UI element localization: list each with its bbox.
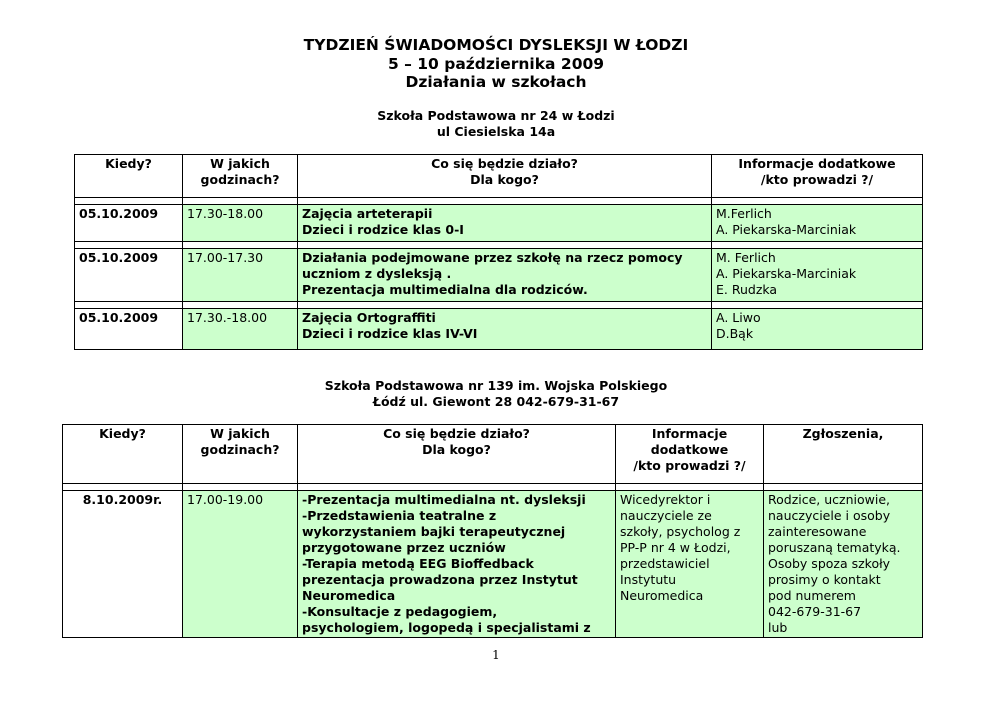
title-line-1: TYDZIEŃ ŚWIADOMOŚCI DYSLEKSJI W ŁODZI xyxy=(303,36,689,54)
school1-header-row xyxy=(75,155,923,198)
school2-table xyxy=(62,424,923,638)
activity-cell: -Prezentacja multimedialna nt. dysleksji -Przedstawienia teatralne z wykorzystaniem bajki terapeutycznej przygotowane przez uczniów -Terapia metodą EEG Bioffedback prezentacja prowadzona przez Instytut Neuromedica -Konsultacje z pedagogiem, psychologiem, logopedą i specjalistami z xyxy=(298,491,616,638)
activity-cell: Zajęcia arteterapii Dzieci i rodzice klas 0-I xyxy=(298,205,712,242)
activity-cell: Zajęcia Ortograffiti Dzieci i rodzice klas IV-VI xyxy=(298,309,712,350)
title-line-2: 5 – 10 października 2009 xyxy=(387,54,605,73)
school1-heading xyxy=(0,108,992,139)
date-cell: 05.10.2009 xyxy=(75,309,183,350)
header-signup: Zgłoszenia, xyxy=(764,425,923,484)
school2-name: Szkoła Podstawowa nr 139 im. Wojska Polskiego xyxy=(324,378,668,393)
info-cell: M. Ferlich A. Piekarska-Marciniak E. Rudzka xyxy=(712,249,923,302)
header-what: Co się będzie działo? Dla kogo? xyxy=(298,425,616,484)
table-row xyxy=(75,309,923,350)
header-info: Informacje dodatkowe /kto prowadzi ?/ xyxy=(616,425,764,484)
header-when: Kiedy? xyxy=(75,155,183,198)
document-title xyxy=(0,36,992,92)
header-what: Co się będzie działo? Dla kogo? xyxy=(298,155,712,198)
date-cell: 8.10.2009r. xyxy=(63,491,183,638)
school1-name: Szkoła Podstawowa nr 24 w Łodzi xyxy=(377,108,615,123)
info-cell: A. Liwo D.Bąk xyxy=(712,309,923,350)
page-number: 1 xyxy=(492,648,500,662)
time-cell: 17.00-19.00 xyxy=(183,491,298,638)
title-line-3: Działania w szkołach xyxy=(405,73,587,91)
header-hours: W jakich godzinach? xyxy=(183,155,298,198)
date-cell: 05.10.2009 xyxy=(75,249,183,302)
info-cell: Wicedyrektor i nauczyciele ze szkoły, psycholog z PP-P nr 4 w Łodzi, przedstawiciel Instytutu Neuromedica xyxy=(616,491,764,638)
school2-heading xyxy=(0,378,992,409)
activity-cell: Działania podejmowane przez szkołę na rzecz pomocy uczniom z dysleksją . Prezentacja multimedialna dla rodziców. xyxy=(298,249,712,302)
table-row xyxy=(63,491,923,638)
time-cell: 17.00-17.30 xyxy=(183,249,298,302)
school2-address: Łódź ul. Giewont 28 042-679-31-67 xyxy=(372,393,620,409)
school1-table xyxy=(74,154,923,350)
header-hours: W jakich godzinach? xyxy=(183,425,298,484)
signup-cell: Rodzice, uczniowie, nauczyciele i osoby zainteresowane poruszaną tematyką. Osoby spoza szkoły prosimy o kontakt pod numerem 042-679-31-67 lub xyxy=(764,491,923,638)
time-cell: 17.30-18.00 xyxy=(183,205,298,242)
header-info: Informacje dodatkowe /kto prowadzi ?/ xyxy=(712,155,923,198)
header-when: Kiedy? xyxy=(63,425,183,484)
time-cell: 17.30.-18.00 xyxy=(183,309,298,350)
school2-header-row xyxy=(63,425,923,484)
date-cell: 05.10.2009 xyxy=(75,205,183,242)
info-cell: M.Ferlich A. Piekarska-Marciniak xyxy=(712,205,923,242)
school1-address: ul Ciesielska 14a xyxy=(436,123,556,139)
table-row xyxy=(75,205,923,242)
table-row xyxy=(75,249,923,302)
